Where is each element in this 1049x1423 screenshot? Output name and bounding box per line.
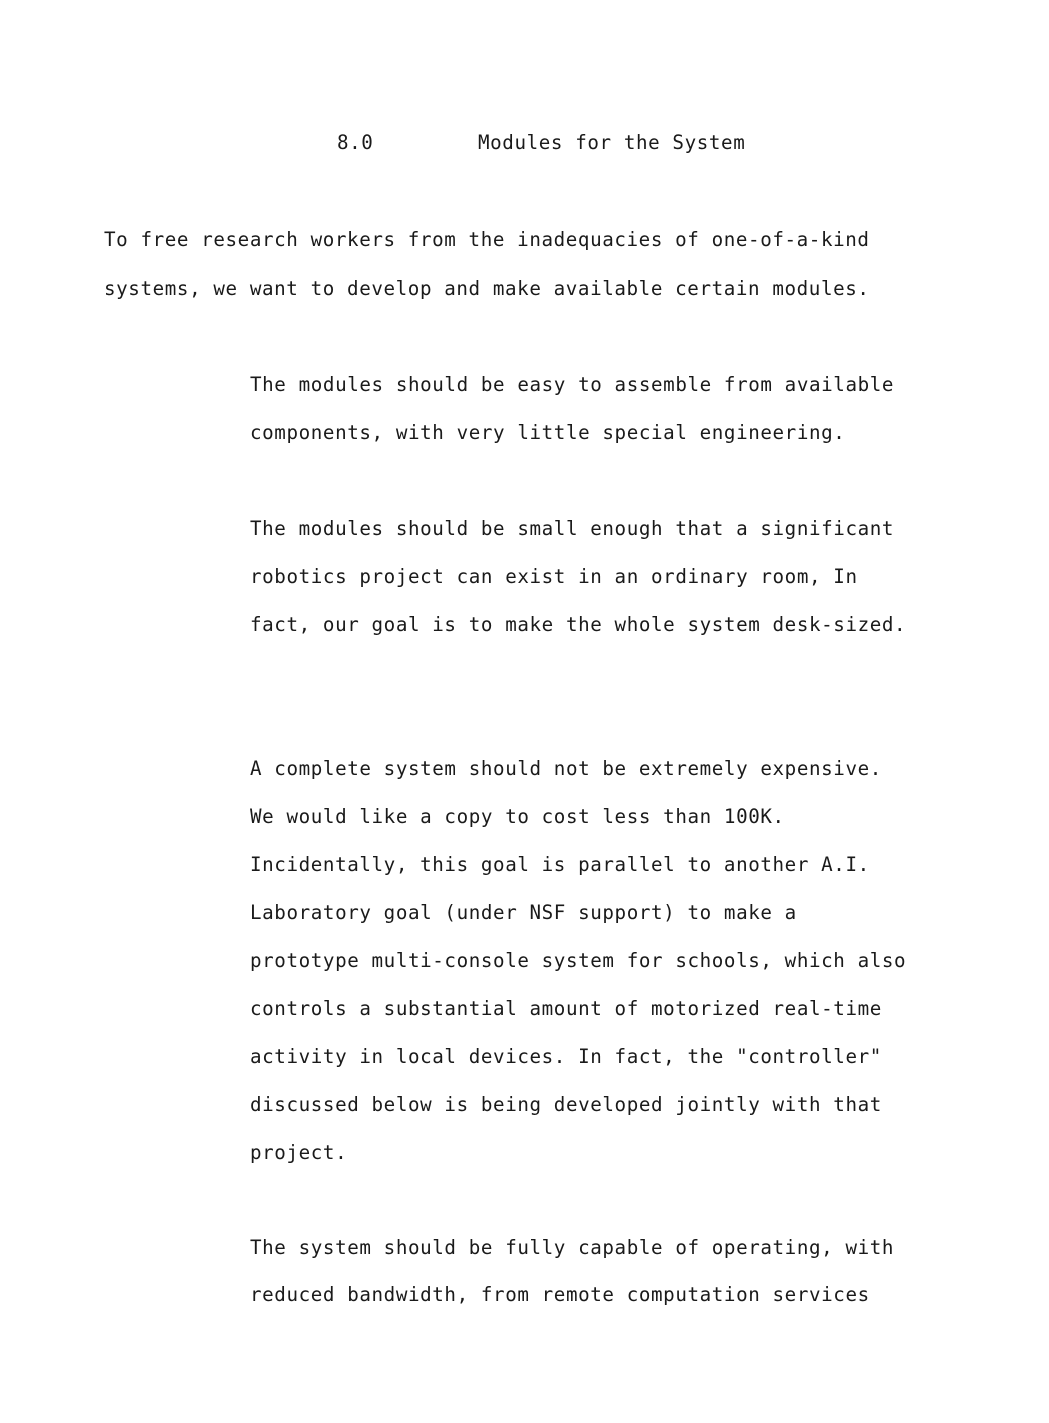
text-line: components, with very little special engineering. — [250, 421, 846, 444]
text-line: Incidentally, this goal is parallel to another A.I. — [250, 853, 870, 876]
text-line: reduced bandwidth, from remote computation services — [250, 1283, 870, 1306]
text-line: Laboratory goal (under NSF support) to make a — [250, 901, 797, 924]
text-line: controls a substantial amount of motorized real-time — [250, 997, 882, 1020]
section-number: 8.0 — [337, 131, 374, 154]
text-line: The system should be fully capable of operating, with — [250, 1236, 895, 1259]
text-line: discussed below is being developed jointly with that — [250, 1093, 882, 1116]
text-line: prototype multi-console system for schools, which also — [250, 949, 907, 972]
text-line: The modules should be easy to assemble from available — [250, 373, 895, 396]
text-line: To free research workers from the inadequacies of one-of-a-kind — [104, 228, 870, 251]
text-line: We would like a copy to cost less than 100K. — [250, 805, 785, 828]
text-line: robotics project can exist in an ordinary room, In — [250, 565, 858, 588]
text-line: project. — [250, 1141, 348, 1164]
text-line: systems, we want to develop and make available certain modules. — [104, 277, 870, 300]
text-line: fact, our goal is to make the whole system desk-sized. — [250, 613, 907, 636]
text-line: A complete system should not be extremely expensive. — [250, 757, 882, 780]
text-line: The modules should be small enough that a significant — [250, 517, 895, 540]
text-line: activity in local devices. In fact, the "controller" — [250, 1045, 882, 1068]
section-title: Modules for the System — [478, 131, 746, 154]
